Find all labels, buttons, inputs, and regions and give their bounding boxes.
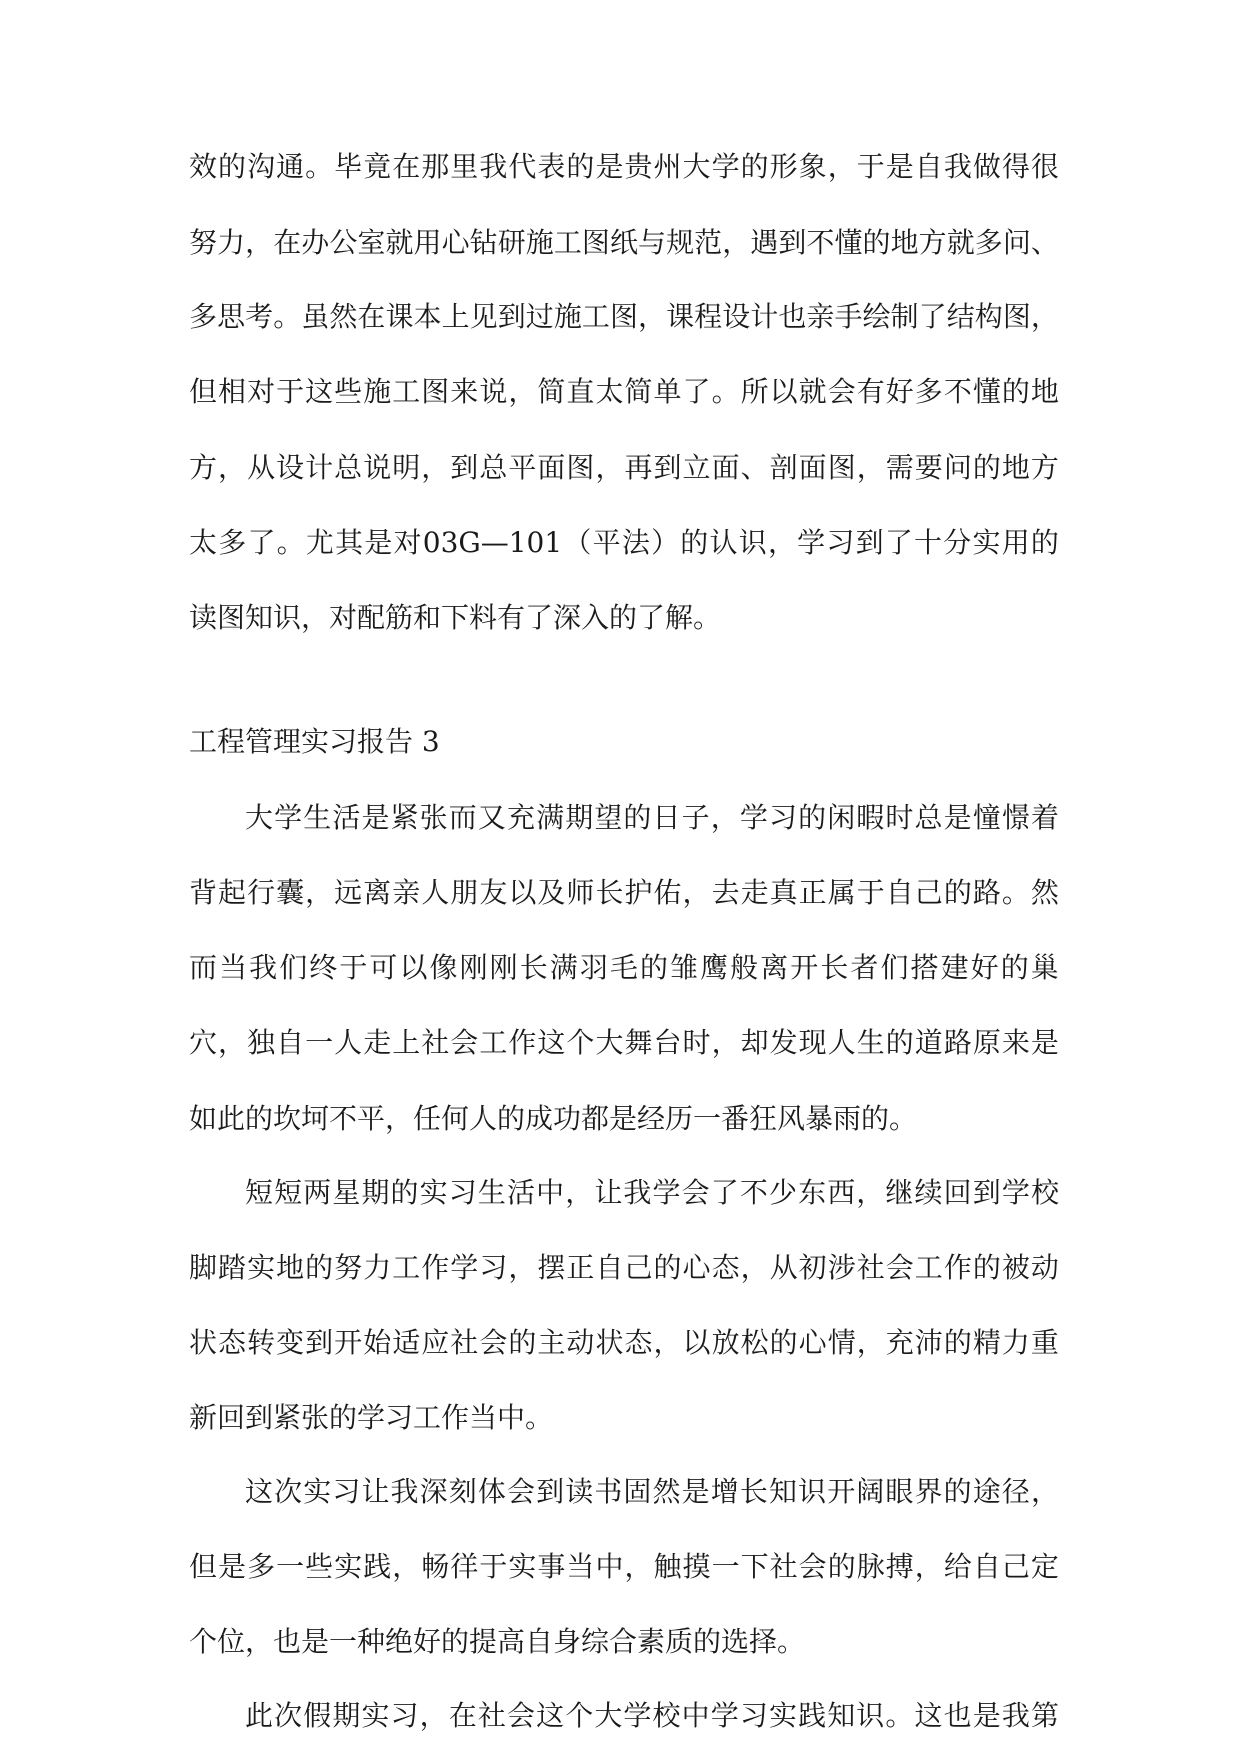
section-heading: 工程管理实习报告 3 bbox=[189, 725, 440, 758]
paragraph-1-line-7: 读图知识，对配筋和下料有了深入的了解。 bbox=[189, 601, 722, 634]
paragraph-4-line-1: 这 次 实 习 让 我 深 刻 体 会 到 读 书 固 然 是 增 长 知 识 开 阔 眼 界 的 途 径 ， bbox=[245, 1475, 1059, 1508]
paragraph-2-line-4: 穴 ， 独 自 一 人 走 上 社 会 工 作 这 个 大 舞 台 时 ， 却 发 现 人 生 的 道 路 原 来 是 bbox=[189, 1026, 1059, 1059]
paragraph-1-line-5: 方 ， 从 设 计 总 说 明 ， 到 总 平 面 图 ， 再 到 立 面 、 剖 面 图 ， 需 要 问 的 地 方 bbox=[189, 451, 1059, 484]
paragraph-1-line-4: 但 相 对 于 这 些 施 工 图 来 说 ， 简 直 太 简 单 了 。 所 以 就 会 有 好 多 不 懂 的 地 bbox=[189, 375, 1059, 408]
paragraph-3-line-3: 状 态 转 变 到 开 始 适 应 社 会 的 主 动 状 态 ， 以 放 松 的 心 情 ， 充 沛 的 精 力 重 bbox=[189, 1326, 1059, 1359]
paragraph-2-line-1: 大 学 生 活 是 紧 张 而 又 充 满 期 望 的 日 子 ， 学 习 的 闲 暇 时 总 是 憧 憬 着 bbox=[245, 801, 1059, 834]
paragraph-3-line-4: 新回到紧张的学习工作当中。 bbox=[189, 1401, 554, 1434]
paragraph-3-line-1: 短 短 两 星 期 的 实 习 生 活 中 ， 让 我 学 会 了 不 少 东 西 ， 继 续 回 到 学 校 bbox=[245, 1176, 1059, 1209]
paragraph-5-line-1: 此 次 假 期 实 习 ， 在 社 会 这 个 大 学 校 中 学 习 实 践 知 识 。 这 也 是 我 第 bbox=[245, 1699, 1059, 1732]
paragraph-4-line-2: 但 是 多 一 些 实 践 ， 畅 徉 于 实 事 当 中 ， 触 摸 一 下 社 会 的 脉 搏 ， 给 自 己 定 bbox=[189, 1550, 1059, 1583]
paragraph-1-line-2: 努 力 ， 在 办 公 室 就 用 心 钻 研 施 工 图 纸 与 规 范 ， 遇 到 不 懂 的 地 方 就 多 问 、 bbox=[189, 226, 1059, 259]
paragraph-1-line-1: 效 的 沟 通 。 毕 竟 在 那 里 我 代 表 的 是 贵 州 大 学 的 形 象 ， 于 是 自 我 做 得 很 bbox=[189, 150, 1059, 183]
paragraph-2-line-5: 如此的坎坷不平，任何人的成功都是经历一番狂风暴雨的。 bbox=[189, 1102, 918, 1135]
paragraph-1-line-3: 多 思 考 。 虽 然 在 课 本 上 见 到 过 施 工 图 ， 课 程 设 计 也 亲 手 绘 制 了 结 构 图 ， bbox=[189, 300, 1059, 333]
paragraph-3-line-2: 脚 踏 实 地 的 努 力 工 作 学 习 ， 摆 正 自 己 的 心 态 ， 从 初 涉 社 会 工 作 的 被 动 bbox=[189, 1251, 1059, 1284]
paragraph-2-line-3: 而 当 我 们 终 于 可 以 像 刚 刚 长 满 羽 毛 的 雏 鹰 般 离 开 长 者 们 搭 建 好 的 巢 bbox=[189, 951, 1059, 984]
paragraph-1-line-6: 太 多 了 。 尤 其 是 对 03G—101 （ 平 法 ） 的 认 识 ， 学 习 到 了 十 分 实 用 的 bbox=[189, 526, 1059, 559]
paragraph-2-line-2: 背 起 行 囊 ， 远 离 亲 人 朋 友 以 及 师 长 护 佑 ， 去 走 真 正 属 于 自 己 的 路 。 然 bbox=[189, 876, 1059, 909]
paragraph-4-line-3: 个位，也是一种绝好的提高自身综合素质的选择。 bbox=[189, 1625, 806, 1658]
